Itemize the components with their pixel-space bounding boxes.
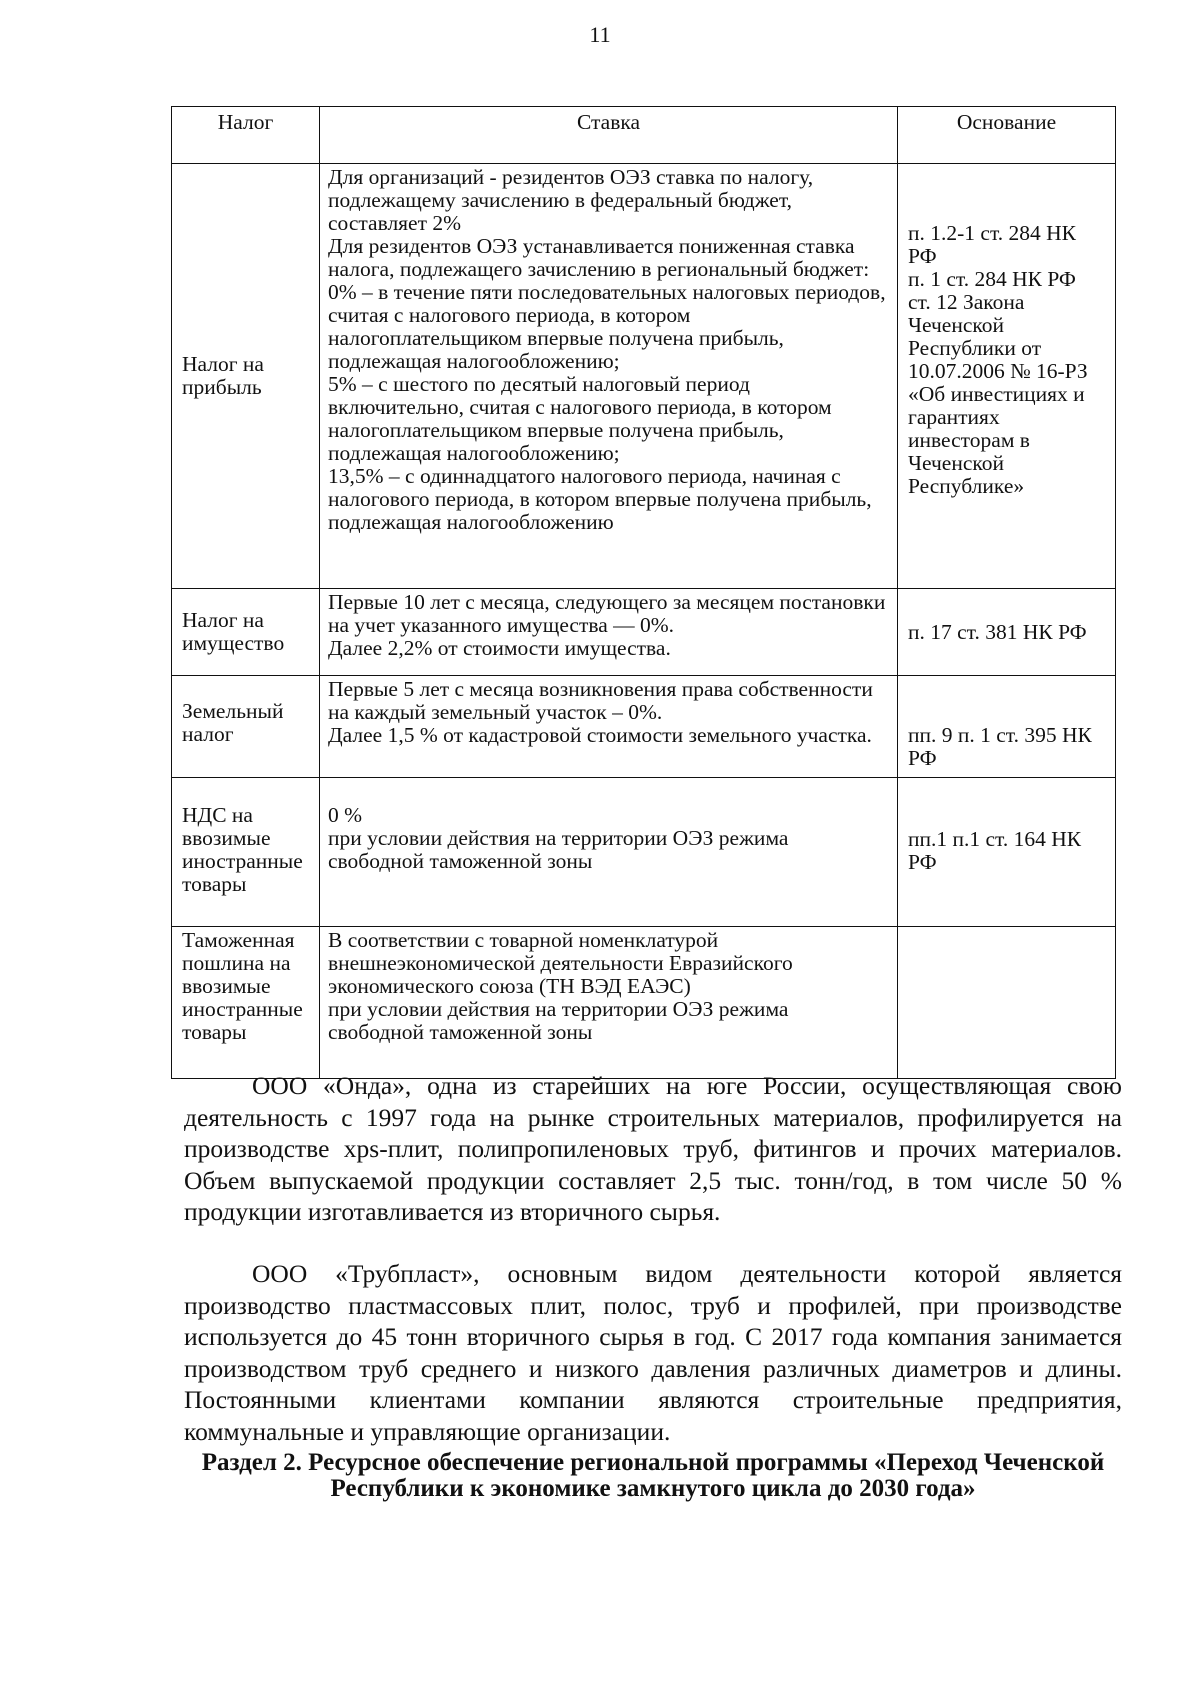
basis-text: п. 17 ст. 381 НК РФ [908,619,1087,644]
rate-cell [320,589,898,676]
rate-text: 13,5% – с одиннадцатого налогового периода, начиная с налогового периода, в котором впервые получена прибыль, подлежащая налогообложению [328,464,872,534]
rate-text: при условии действия на территории ОЭЗ режима свободной таможенной зоны [328,826,789,873]
rate-text: Для организаций - резидентов ОЭЗ ставка по налогу, подлежащему зачислению в федеральный бюджет, составляет 2% [328,165,814,235]
rate-text: 0% – в течение пяти последовательных налоговых периодов, считая с налогового периода, в котором налогоплательщиком впервые получена прибыль, подлежащая налогообложению; [328,280,886,373]
tax-name-cell: Налог на имущество [172,589,320,676]
tax-table [171,106,1116,1079]
tax-name-cell: Налог на прибыль [172,164,320,589]
basis-text: пп.1 п.1 ст. 164 НК РФ [908,827,1082,874]
tax-name-cell: Земельный налог [172,676,320,778]
table-row [172,778,1116,927]
header-tax: Налог [172,107,320,164]
rate-text: Далее 1,5 % от кадастровой стоимости земельного участка. [328,723,872,747]
paragraph-onda: ООО «Онда», одна из старейших на юге России, осуществляющая свою деятельность с 1997 года на рынке строительных материалов, профилируется на производстве xps-плит, полипропиленовых труб, фитингов и прочих материалов. Объем выпускаемой продукции составляет 2,5 тыс. тонн/год, в том числе 50 % продукции изготавливается из вторичного сырья. [184,1071,1122,1226]
rate-cell [320,164,898,589]
basis-cell [898,927,1116,1079]
basis-cell [898,589,1116,676]
rate-text: В соответствии с товарной номенклатурой внешнеэкономической деятельности Евразийского экономического союза (ТН ВЭД ЕАЭС) [328,928,793,998]
section-title: Раздел 2. Ресурсное обеспечение региональной программы «Переход Чеченской Республики к экономике замкнутого цикла до 2030 года» [201,1449,1105,1502]
tax-name-cell: Таможенная пошлина на ввозимые иностранные товары [172,927,320,1079]
rate-text: Первые 5 лет с месяца возникновения права собственности на каждый земельный участок – 0%. [328,677,873,724]
basis-text: п. 1 ст. 284 НК РФ [908,267,1076,291]
rate-cell [320,676,898,778]
rate-cell [320,927,898,1079]
rate-text: Для резидентов ОЭЗ устанавливается пониженная ставка налога, подлежащего зачислению в региональный бюджет: [328,234,870,281]
rate-text: Далее 2,2% от стоимости имущества. [328,636,671,660]
table-row [172,589,1116,676]
table-row [172,164,1116,589]
rate-text: Первые 10 лет с месяца, следующего за месяцем постановки на учет указанного имущества — 0%. [328,590,886,637]
tax-name-cell: НДС на ввозимые иностранные товары [172,778,320,927]
rate-cell [320,778,898,927]
table-row [172,676,1116,778]
rate-text: 5% – с шестого по десятый налоговый период включительно, считая с налогового периода, в котором налогоплательщиком впервые получена прибыль, подлежащая налогообложению; [328,372,832,465]
basis-text: ст. 12 Закона Чеченской Республики от 10.07.2006 № 16-РЗ «Об инвестициях и гарантиях инвесторам в Чеченской Республике» [908,290,1088,498]
basis-cell [898,164,1116,589]
header-rate: Ставка [320,107,898,164]
basis-text: п. 1.2-1 ст. 284 НК РФ [908,221,1076,268]
page-number: 11 [589,22,611,47]
basis-cell [898,778,1116,927]
table-header-row [172,107,1116,164]
basis-cell [898,676,1116,778]
paragraph-trubplast: ООО «Трубпласт», основным видом деятельности которой является производство пластмассовых плит, полос, труб и профилей, при производстве используется до 45 тонн вторичного сырья в год. С 2017 года компания занимается производством труб среднего и низкого давления различных диаметров и длины. Постоянными клиентами компании являются строительные предприятия, коммунальные и управляющие организации. [184,1259,1122,1446]
header-basis: Основание [898,107,1116,164]
basis-text: пп. 9 п. 1 ст. 395 НК РФ [908,723,1092,770]
rate-text: 0 % [328,803,363,827]
table-row [172,927,1116,1079]
rate-text: при условии действия на территории ОЭЗ режима свободной таможенной зоны [328,997,789,1044]
